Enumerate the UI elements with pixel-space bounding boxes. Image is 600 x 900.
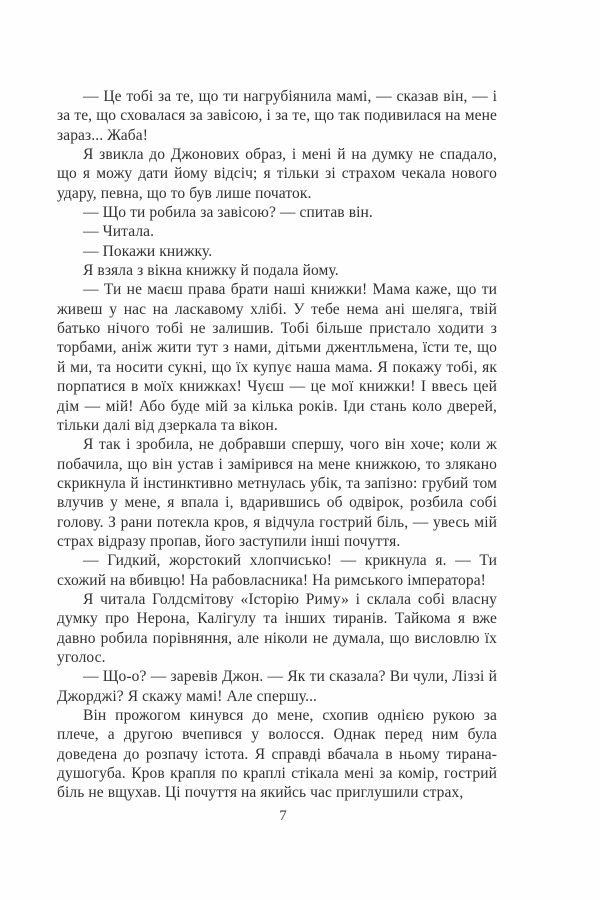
paragraph: — Гидкий, жорстокий хлопчисько! — крикнула я. — Ти схожий на вбивцю! На рабовласника! На римського імператора! [57, 552, 497, 589]
page-text [57, 87, 497, 803]
paragraph: — Ти не маєш права брати наші книжки! Мама каже, що ти живеш у нас на ласкавому хлібі. У тебе нема ані шеляга, твій батько нічого тобі не залишив. Тобі більше пристало ходити з торбами, аніж жити тут з нами, дітьми джентльмена, їсти те, що й ми, та носити сукні, що їх купує наша мама. Я покажу тобі, як порпатися в моїх книжках! Чуєш — це мої книжки! І ввесь цей дім — мій! Або буде мій за кілька років. Іди стань коло дверей, тільки далі від дзеркала та вікон. [57, 281, 497, 434]
paragraph: — Покажи книжку. [83, 242, 213, 260]
paragraph: Я читала Голдсмітову «Історію Риму» і склала собі власну думку про Нерона, Калігулу та інших тиранів. Тайкома я вже давно робила порівняння, але ніколи не думала, що висловлю їх уголос. [57, 590, 497, 666]
page-number: 7 [279, 808, 287, 824]
paragraph: Я так і зробила, не добравши спершу, чого він хоче; коли ж побачила, що він устав і замірився на мене книжкою, то злякано скрикнула й інстинктивно метнулась убік, та запізно: грубий том влучив у мене, я впала і, вдарившись об одвірок, розбила собі голову. З рани потекла кров, я відчула гострий біль, — увесь мій страх відразу пропав, його заступили інші почуття. [57, 436, 497, 550]
paragraph: — Читала. [83, 223, 155, 241]
paragraph: Я взяла з вікна книжку й подала йому. [83, 262, 339, 280]
paragraph: — Що ти робила за завісою? — спитав він. [83, 204, 373, 222]
paragraph: — Це тобі за те, що ти нагрубіянила мамі, — сказав він, — і за те, що сховалася за завісою, і за те, що так подивилася на мене зараз... Жаба! [57, 88, 497, 144]
paragraph: Я звикла до Джонових образ, і мені й на думку не спадало, що я можу дати йому відсіч; я тільки зі страхом чекала нового удару, певна, що то був лише початок. [57, 146, 497, 202]
paragraph: — Що-о? — заревів Джон. — Як ти сказала? Ви чули, Ліззі й Джорджі? Я скажу мамі! Але спершу... [57, 668, 497, 705]
paragraph: Він прожогом кинувся до мене, схопив однією рукою за плече, а другою вчепився у волосся. Однак перед ним була доведена до розпачу істота. Я справді вбачала в ньому тирана-душогуба. Кров крапля по краплі стікала мені за комір, гострий біль не вщухав. Ці почуття на якийсь час приглушили страх, [57, 707, 497, 802]
